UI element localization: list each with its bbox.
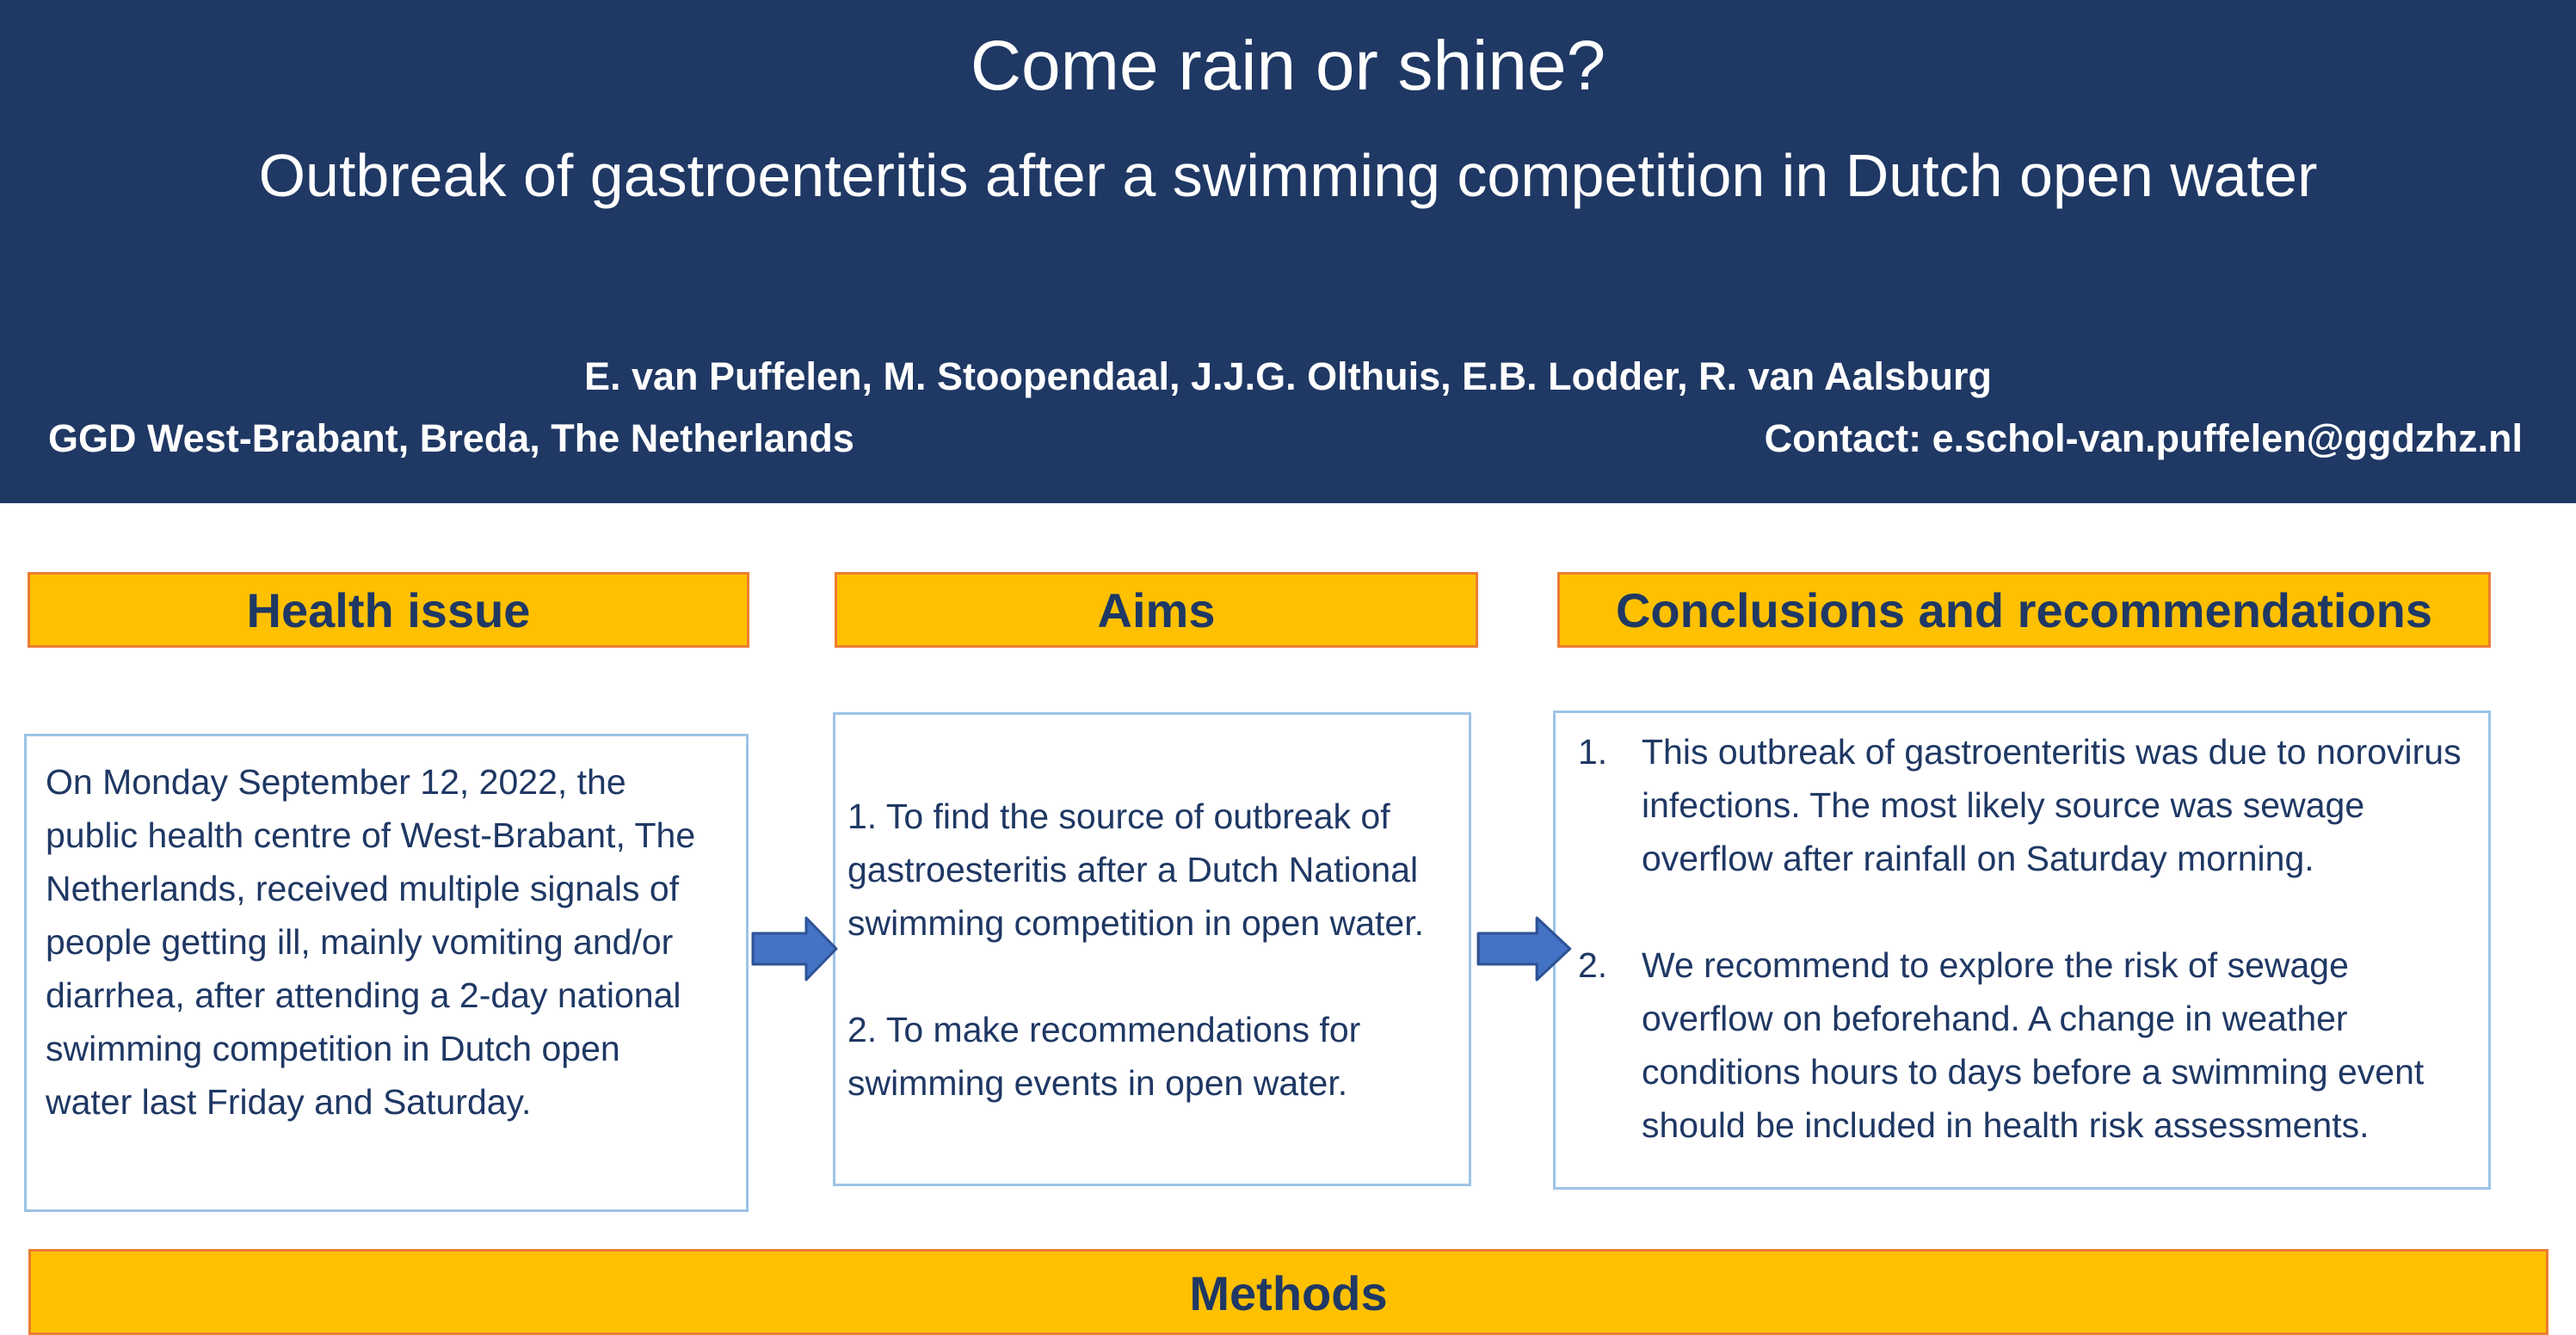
conclusions-box <box>1553 711 2491 1190</box>
section-header-methods <box>28 1249 2548 1335</box>
conclusion-item <box>1556 938 2471 1152</box>
section-header-health-issue <box>28 572 749 648</box>
section-header-label: Conclusions and recommendations <box>1615 582 2433 637</box>
section-header-label: Aims <box>1097 582 1216 637</box>
aims-item: 2. To make recommendations for swimming events in open water. <box>847 1009 1361 1103</box>
section-header-conclusions <box>1557 572 2491 648</box>
health-issue-text: On Monday September 12, 2022, the public health centre of West-Brabant, The Netherlands, received multiple signals of people getting ill, mainly vomiting and/or diarrhea, after attending a 2-day national swimming competition in Dutch open water last Friday and Saturday. <box>46 762 696 1122</box>
conclusion-item <box>1556 725 2471 885</box>
hero-banner <box>0 0 2576 503</box>
conclusion-item-text: This outbreak of gastroenteritis was due to norovirus infections. The most likely source was sewage overflow after rainfall on Saturday morning. <box>1642 732 2462 878</box>
health-issue-box <box>24 734 749 1212</box>
poster-title: Come rain or shine? <box>970 27 1606 105</box>
right-block-arrow-icon <box>1476 915 1573 982</box>
section-header-label: Methods <box>1189 1266 1388 1320</box>
conclusion-item-number: 2. <box>1578 945 1608 985</box>
contact-email-text: Contact: e.schol-van.puffelen@ggdzhz.nl <box>1764 416 2523 460</box>
aims-box <box>833 712 1471 1186</box>
right-block-arrow-icon <box>751 915 839 982</box>
section-header-aims <box>835 572 1478 648</box>
conclusion-item-text: We recommend to explore the risk of sewage overflow on beforehand. A change in weather conditions hours to days before a swimming event should be included in health risk assessments. <box>1642 945 2425 1145</box>
section-header-label: Health issue <box>246 582 531 637</box>
conclusion-item-number: 1. <box>1578 732 1608 772</box>
aims-item: 1. To find the source of outbreak of gastroesteritis after a Dutch National swimming competition in open water. <box>847 796 1424 943</box>
authors-line: E. van Puffelen, M. Stoopendaal, J.J.G. Olthuis, E.B. Lodder, R. van Aalsburg <box>583 354 1993 398</box>
affiliation-text: GGD West-Brabant, Breda, The Netherlands <box>48 416 854 460</box>
poster-subtitle: Outbreak of gastroenteritis after a swimming competition in Dutch open water <box>258 142 2318 209</box>
